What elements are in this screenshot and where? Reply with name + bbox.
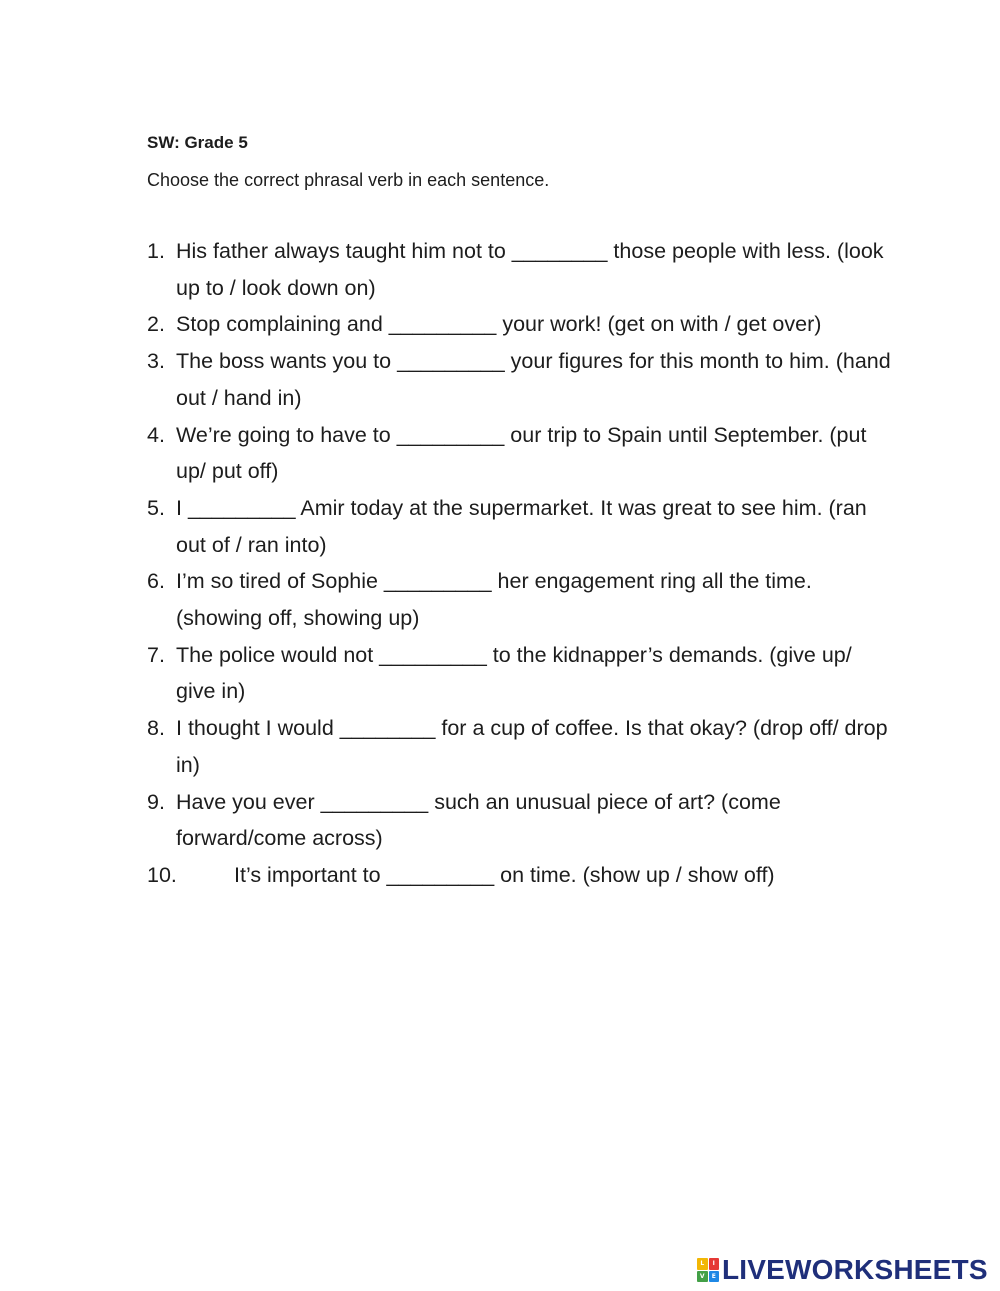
question-item [147,417,892,490]
question-number: 1. [147,239,165,263]
question-text: Have you ever _________ such an unusual piece of art? (come forward/come across) [176,789,781,851]
question-text: The boss wants you to _________ your figures for this month to him. (hand out / hand in) [176,349,891,410]
question-item [147,563,892,636]
question-number: 9. [147,789,165,814]
question-list [147,233,892,894]
question-text: His father always taught him not to ________ those people with less. (look up to / look down on) [176,239,884,300]
question-number: 3. [147,349,165,374]
logo-mark-icon [697,1258,719,1282]
instructions: Choose the correct phrasal verb in each sentence. [147,170,550,190]
question-text: I’m so tired of Sophie _________ her engagement ring all the time. (showing off, showing up) [176,569,812,631]
question-text: It’s important to _________ on time. (show up / show off) [234,862,775,887]
question-number: 10. [147,862,177,887]
question-text: I _________ Amir today at the supermarket. It was great to see him. (ran out of / ran into) [176,495,867,557]
question-item [147,637,892,710]
question-text: I thought I would ________ for a cup of coffee. Is that okay? (drop off/ drop in) [176,716,888,777]
logo-tile: L [697,1258,708,1270]
question-number: 7. [147,642,165,667]
question-text: The police would not _________ to the kidnapper’s demands. (give up/ give in) [176,642,852,704]
question-number: 2. [147,312,165,337]
question-item [147,233,892,306]
question-number: 6. [147,569,165,594]
question-item [147,710,892,783]
question-text: We’re going to have to _________ our trip to Spain until September. (put up/ put off) [176,422,867,484]
question-number: 4. [147,422,165,447]
logo-tile: V [697,1271,708,1283]
question-item [147,784,892,857]
question-text: Stop complaining and _________ your work! (get on with / get over) [176,312,822,337]
question-item [147,343,892,416]
question-number: 5. [147,495,165,520]
logo-tile: E [709,1271,720,1283]
question-item [147,306,892,343]
question-item [147,490,892,563]
logo-tile: I [709,1258,720,1270]
page-title: SW: Grade 5 [147,133,248,152]
question-number: 8. [147,716,165,741]
question-item [147,857,892,894]
logo-text: LIVEWORKSHEETS [722,1254,988,1285]
liveworksheets-logo[interactable] [697,1255,988,1285]
